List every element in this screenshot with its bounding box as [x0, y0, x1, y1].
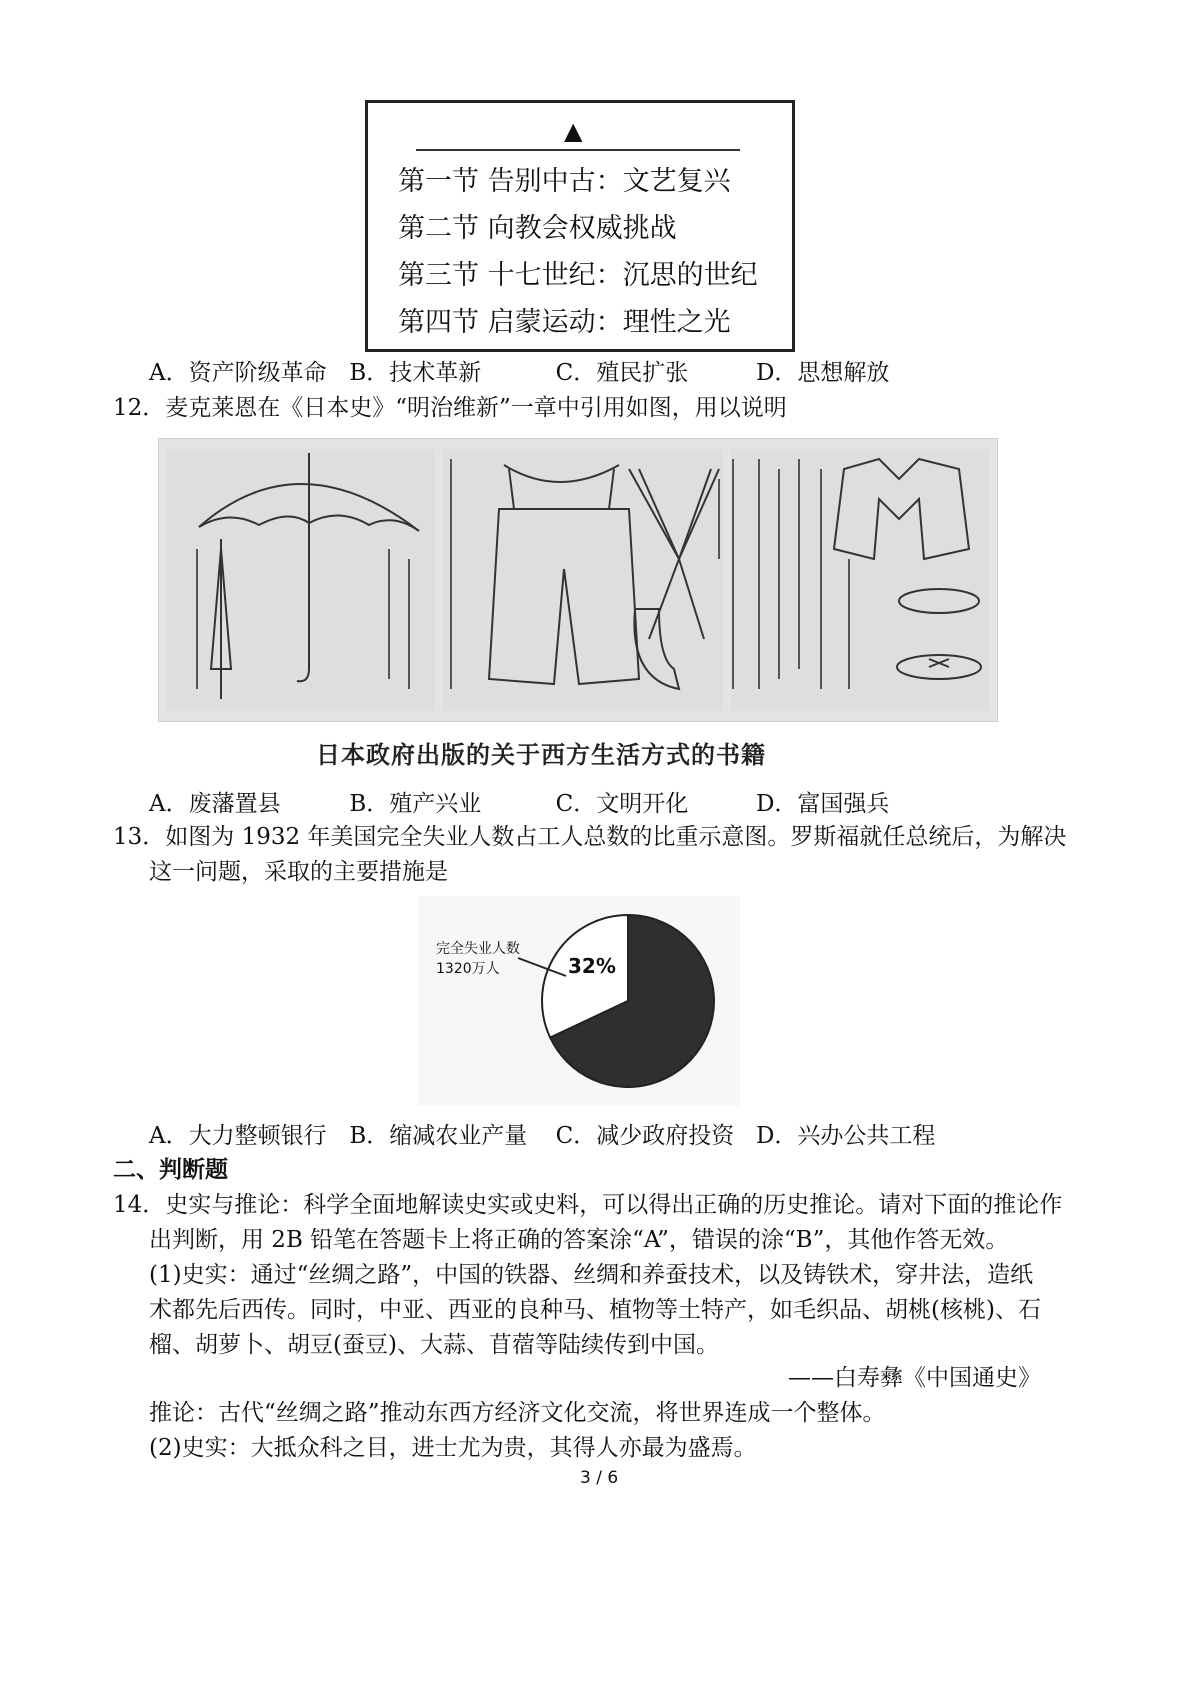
q14-p1-line-1: (1)史实：通过“丝绸之路”，中国的铁器、丝绸和养蚕技术，以及铸铁术，穿井法，造纸	[149, 1262, 1034, 1288]
outline-line-4: 第四节 启蒙运动：理性之光	[398, 307, 731, 338]
pie-annotation-line-1: 完全失业人数	[436, 941, 520, 957]
q13-stem-line-2: 这一问题，采取的主要措施是	[149, 859, 448, 885]
q12-option-b: B．殖产兴业	[349, 791, 482, 817]
chapter-outline-box	[365, 100, 795, 352]
q14-line-2: 出判断，用 2B 铅笔在答题卡上将正确的答案涂“A”，错误的涂“B”，其他作答无效。	[149, 1227, 1009, 1253]
q12-stem: 12．麦克莱恩在《日本史》“明治维新”一章中引用如图，用以说明	[113, 395, 787, 421]
q13-stem-line-1: 13．如图为 1932 年美国完全失业人数占工人总数的比重示意图。罗斯福就任总统后，为解决	[113, 824, 1067, 850]
q11-option-c: C．殖民扩张	[555, 360, 689, 386]
q13-option-b: B．缩减农业产量	[349, 1123, 528, 1149]
box-divider	[416, 149, 740, 151]
collar-icon	[897, 589, 981, 679]
q11-options	[149, 358, 889, 388]
closed-umbrella-icon	[211, 539, 231, 699]
q11-option-d: D．思想解放	[755, 360, 890, 386]
q11-option-b: B．技术革新	[349, 360, 482, 386]
q12-option-c: C．文明开化	[555, 791, 689, 817]
q13-option-a: A．大力整顿银行	[149, 1123, 327, 1149]
japan-book-photo	[158, 438, 998, 722]
pie-percent-label: 32%	[568, 954, 616, 978]
section-heading: 二、判断题	[113, 1156, 228, 1183]
q14-line-1: 14．史实与推论：科学全面地解读史实或史料，可以得出正确的历史推论。请对下面的推论作	[113, 1192, 1063, 1218]
q11-option-a: A．资产阶级革命	[149, 360, 327, 386]
outline-line-1: 第一节 告别中古：文艺复兴	[398, 166, 731, 197]
outline-line-3: 第三节 十七世纪：沉思的世纪	[398, 260, 758, 291]
umbrella-icon	[199, 453, 419, 681]
pie-chart	[418, 896, 740, 1106]
outline-line-2: 第二节 向教会权威挑战	[398, 213, 677, 244]
unemployment-chart	[418, 896, 740, 1106]
q12-option-d: D．富国强兵	[755, 791, 890, 817]
vest-icon	[834, 459, 969, 559]
triangle-icon: ▲	[564, 117, 583, 145]
q13-options	[149, 1121, 935, 1151]
suspenders-icon	[629, 469, 719, 689]
pie-annotation-line-2: 1320万人	[436, 961, 500, 977]
q14-p2: (2)史实：大抵众科之目，进士尤为贵，其得人亦最为盛焉。	[149, 1435, 757, 1461]
page-number: 3 / 6	[580, 1468, 619, 1488]
photo-illustrations	[159, 439, 997, 721]
q14-inference: 推论：古代“丝绸之路”推动东西方经济文化交流，将世界连成一个整体。	[149, 1400, 886, 1426]
q13-option-c: C．减少政府投资	[555, 1123, 735, 1149]
q12-option-a: A．废藩置县	[149, 791, 281, 817]
q12-options	[149, 789, 889, 819]
q14-p1-line-2: 术都先后西传。同时，中亚、西亚的良种马、植物等土特产，如毛织品、胡桃(核桃)、石	[149, 1297, 1041, 1323]
photo-caption: 日本政府出版的关于西方生活方式的书籍	[316, 741, 766, 769]
q14-p1-line-3: 榴、胡萝卜、胡豆(蚕豆)、大蒜、苜蓿等陆续传到中国。	[149, 1332, 719, 1358]
trousers-icon	[489, 465, 639, 684]
q13-option-d: D．兴办公共工程	[755, 1123, 936, 1149]
q14-source: ——白寿彝《中国通史》	[788, 1365, 1041, 1391]
